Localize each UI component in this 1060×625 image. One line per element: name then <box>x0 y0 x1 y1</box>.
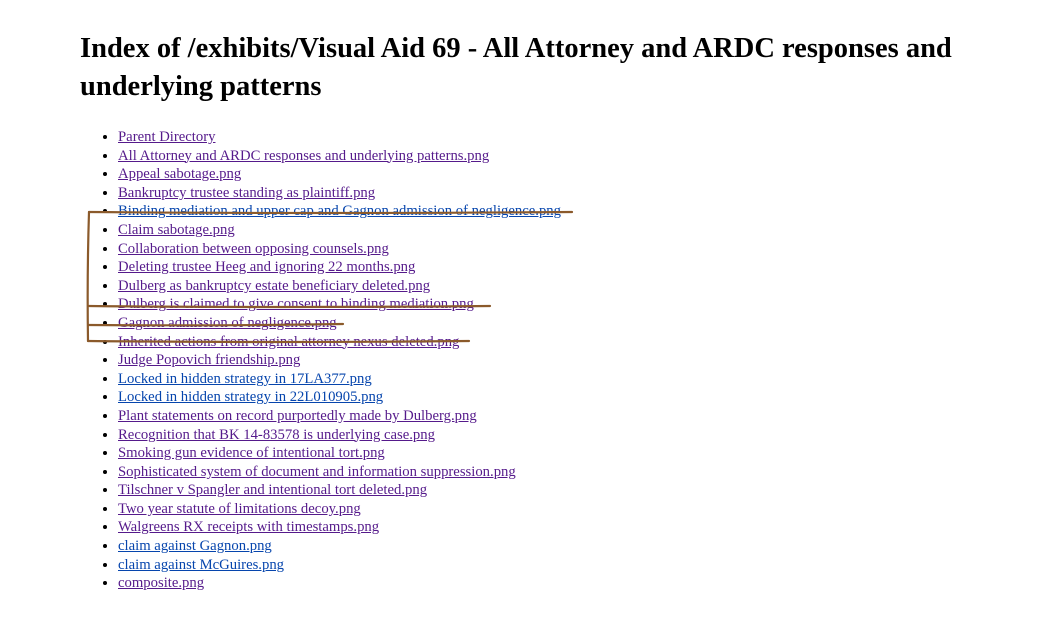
file-link[interactable]: Collaboration between opposing counsels.png <box>118 240 389 257</box>
list-item <box>118 370 1040 389</box>
list-item <box>118 240 1040 259</box>
list-item <box>118 277 1040 296</box>
file-link[interactable]: Gagnon admission of negligence.png <box>118 314 337 331</box>
list-item <box>118 556 1040 575</box>
file-link[interactable]: Sophisticated system of document and information suppression.png <box>118 463 516 480</box>
file-link[interactable]: Locked in hidden strategy in 22L010905.png <box>118 389 384 406</box>
list-item <box>118 351 1040 370</box>
file-link[interactable]: Recognition that BK 14-83578 is underlying case.png <box>118 426 435 443</box>
page-title: Index of /exhibits/Visual Aid 69 - All Attorney and ARDC responses and underlying patterns <box>80 33 952 102</box>
list-item <box>118 147 1040 166</box>
file-link[interactable]: Dulberg is claimed to give consent to binding mediation.png <box>118 296 474 313</box>
list-item <box>118 295 1040 314</box>
file-list <box>80 128 1040 593</box>
list-item <box>118 128 1040 147</box>
list-item <box>118 574 1040 593</box>
list-item <box>118 537 1040 556</box>
file-link[interactable]: Binding mediation and upper cap and Gagnon admission of negligence.png <box>118 203 561 220</box>
file-link[interactable]: Appeal sabotage.png <box>118 166 242 183</box>
list-item <box>118 314 1040 333</box>
parent-directory-link[interactable]: Parent Directory <box>118 129 216 145</box>
list-item <box>118 202 1040 221</box>
file-link[interactable]: Smoking gun evidence of intentional tort.png <box>118 445 385 462</box>
file-link[interactable]: claim against Gagnon.png <box>118 538 272 555</box>
file-link[interactable]: Two year statute of limitations decoy.png <box>118 500 361 517</box>
file-link[interactable]: All Attorney and ARDC responses and underlying patterns.png <box>118 147 490 164</box>
file-link[interactable]: composite.png <box>118 575 205 592</box>
list-item <box>118 165 1040 184</box>
file-link[interactable]: Bankruptcy trustee standing as plaintiff.png <box>118 184 376 201</box>
file-link[interactable]: Deleting trustee Heeg and ignoring 22 months.png <box>118 259 416 276</box>
list-item <box>118 463 1040 482</box>
list-item <box>118 444 1040 463</box>
file-link[interactable]: Judge Popovich friendship.png <box>118 352 301 369</box>
list-item <box>118 388 1040 407</box>
file-link[interactable]: Dulberg as bankruptcy estate beneficiary deleted.png <box>118 277 431 294</box>
file-link[interactable]: claim against McGuires.png <box>118 556 285 573</box>
list-item <box>118 221 1040 240</box>
list-item <box>118 426 1040 445</box>
list-item <box>118 258 1040 277</box>
list-item <box>118 407 1040 426</box>
list-item <box>118 184 1040 203</box>
list-item <box>118 518 1040 537</box>
file-link[interactable]: Claim sabotage.png <box>118 221 235 238</box>
list-item <box>118 500 1040 519</box>
list-item <box>118 333 1040 352</box>
file-link[interactable]: Inherited actions from original attorney nexus deleted.png <box>118 333 460 350</box>
file-link[interactable]: Plant statements on record purportedly made by Dulberg.png <box>118 407 477 424</box>
list-item <box>118 481 1040 500</box>
file-link[interactable]: Walgreens RX receipts with timestamps.png <box>118 519 380 536</box>
file-link[interactable]: Locked in hidden strategy in 17LA377.png <box>118 370 372 387</box>
file-link[interactable]: Tilschner v Spangler and intentional tort deleted.png <box>118 482 428 499</box>
directory-index-page <box>80 30 1040 593</box>
